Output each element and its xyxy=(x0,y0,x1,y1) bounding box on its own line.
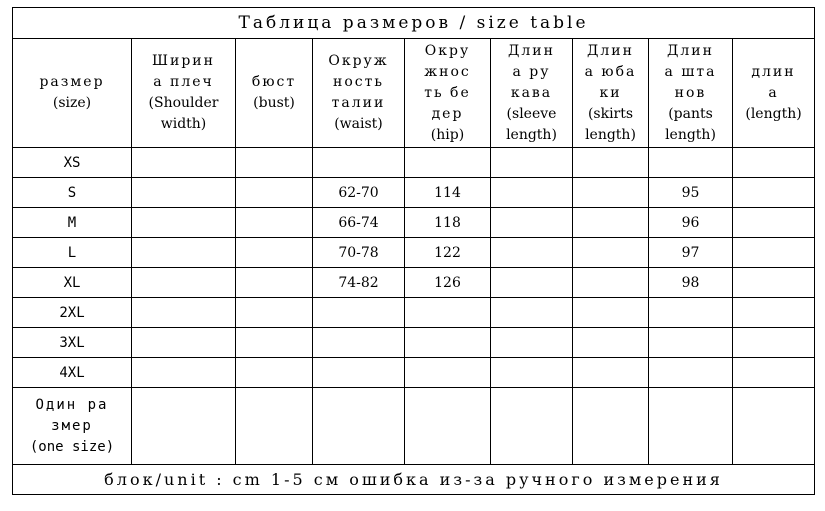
table-title: Таблица размеров / size table xyxy=(13,8,815,39)
header-skirt-length xyxy=(573,39,649,148)
cell-length xyxy=(733,388,815,465)
table-row xyxy=(13,148,815,178)
header-shoulder-width xyxy=(132,39,236,148)
cell-bust xyxy=(236,388,313,465)
cell-length xyxy=(733,178,815,208)
cell-sleeve xyxy=(491,358,573,388)
cell-sleeve xyxy=(491,298,573,328)
cell-waist xyxy=(313,328,405,358)
cell-skirt xyxy=(573,298,649,328)
size-label: 3XL xyxy=(13,328,132,358)
header-label-ru: Ширин а плеч xyxy=(152,53,215,90)
header-hip xyxy=(405,39,491,148)
cell-hip xyxy=(405,328,491,358)
size-label: 2XL xyxy=(13,298,132,328)
cell-bust xyxy=(236,268,313,298)
cell-shoulder xyxy=(132,388,236,465)
footer-row xyxy=(13,465,815,495)
cell-pants xyxy=(649,328,733,358)
cell-length xyxy=(733,328,815,358)
header-waist xyxy=(313,39,405,148)
one-size-label-ru: Один ра змер xyxy=(35,396,109,434)
cell-waist xyxy=(313,358,405,388)
header-size xyxy=(13,39,132,148)
table-row xyxy=(13,298,815,328)
size-label: 4XL xyxy=(13,358,132,388)
one-size-label-en: (one size) xyxy=(29,438,115,455)
header-label-en: (Shoulder width) xyxy=(148,95,219,132)
cell-skirt xyxy=(573,148,649,178)
table-row xyxy=(13,358,815,388)
cell-waist: 62-70 xyxy=(313,178,405,208)
cell-skirt xyxy=(573,358,649,388)
size-label: S xyxy=(13,178,132,208)
cell-shoulder xyxy=(132,238,236,268)
size-label: L xyxy=(13,238,132,268)
cell-hip: 114 xyxy=(405,178,491,208)
cell-pants xyxy=(649,298,733,328)
cell-pants: 96 xyxy=(649,208,733,238)
header-sleeve-length xyxy=(491,39,573,148)
cell-waist: 74-82 xyxy=(313,268,405,298)
table-row-one-size xyxy=(13,388,815,465)
cell-bust xyxy=(236,358,313,388)
cell-sleeve xyxy=(491,388,573,465)
cell-pants: 98 xyxy=(649,268,733,298)
cell-hip xyxy=(405,388,491,465)
cell-sleeve xyxy=(491,268,573,298)
cell-bust xyxy=(236,178,313,208)
header-label-en: (length) xyxy=(745,105,802,122)
cell-sleeve xyxy=(491,208,573,238)
header-label-en: (skirts length) xyxy=(585,105,636,143)
header-label-ru: Длин а шта нов xyxy=(664,42,717,101)
cell-length xyxy=(733,298,815,328)
title-row xyxy=(13,8,815,39)
header-row xyxy=(13,39,815,148)
table-row xyxy=(13,178,815,208)
cell-hip xyxy=(405,298,491,328)
table-footer-note: блок/unit : cm 1-5 см ошибка из-за ручного измерения xyxy=(13,465,815,495)
header-label-en: (hip) xyxy=(430,126,465,143)
header-label-ru: длин а xyxy=(751,63,796,101)
cell-waist xyxy=(313,148,405,178)
cell-sleeve xyxy=(491,178,573,208)
cell-length xyxy=(733,358,815,388)
cell-waist: 66-74 xyxy=(313,208,405,238)
cell-length xyxy=(733,208,815,238)
one-size-label xyxy=(13,388,132,465)
cell-hip: 122 xyxy=(405,238,491,268)
cell-shoulder xyxy=(132,178,236,208)
cell-shoulder xyxy=(132,148,236,178)
cell-bust xyxy=(236,298,313,328)
size-label: XS xyxy=(13,148,132,178)
cell-pants xyxy=(649,388,733,465)
cell-skirt xyxy=(573,268,649,298)
size-table-container xyxy=(12,7,814,495)
cell-length xyxy=(733,268,815,298)
cell-waist: 70-78 xyxy=(313,238,405,268)
cell-hip xyxy=(405,148,491,178)
cell-pants xyxy=(649,358,733,388)
cell-skirt xyxy=(573,238,649,268)
header-label-en: (pants length) xyxy=(665,105,716,143)
header-bust xyxy=(236,39,313,148)
size-label: M xyxy=(13,208,132,238)
cell-pants: 97 xyxy=(649,238,733,268)
table-row xyxy=(13,268,815,298)
cell-skirt xyxy=(573,328,649,358)
cell-shoulder xyxy=(132,298,236,328)
cell-sleeve xyxy=(491,148,573,178)
cell-shoulder xyxy=(132,208,236,238)
header-label-en: (sleeve length) xyxy=(506,105,557,143)
cell-hip: 126 xyxy=(405,268,491,298)
cell-bust xyxy=(236,328,313,358)
header-length xyxy=(733,39,815,148)
cell-bust xyxy=(236,238,313,268)
cell-bust xyxy=(236,148,313,178)
header-label-en: (waist) xyxy=(334,116,383,132)
cell-skirt xyxy=(573,388,649,465)
cell-skirt xyxy=(573,178,649,208)
header-label-ru: Длин а юба ки xyxy=(584,42,637,101)
cell-waist xyxy=(313,388,405,465)
header-pants-length xyxy=(649,39,733,148)
table-row xyxy=(13,238,815,268)
table-row xyxy=(13,328,815,358)
size-table xyxy=(12,7,815,495)
table-row xyxy=(13,208,815,238)
cell-pants: 95 xyxy=(649,178,733,208)
cell-shoulder xyxy=(132,328,236,358)
header-label-ru: Длин а ру кава xyxy=(508,42,555,101)
cell-sleeve xyxy=(491,328,573,358)
cell-sleeve xyxy=(491,238,573,268)
cell-hip xyxy=(405,358,491,388)
header-label-en: (bust) xyxy=(253,95,295,111)
cell-hip: 118 xyxy=(405,208,491,238)
header-label-ru: Окруж ность талии xyxy=(328,53,389,111)
cell-bust xyxy=(236,208,313,238)
cell-length xyxy=(733,148,815,178)
cell-shoulder xyxy=(132,268,236,298)
cell-length xyxy=(733,238,815,268)
header-label-ru: бюст xyxy=(251,74,297,90)
header-label-ru: размер xyxy=(39,74,105,90)
cell-shoulder xyxy=(132,358,236,388)
header-label-ru: Окру жнос ть бе дер xyxy=(424,42,471,122)
cell-waist xyxy=(313,298,405,328)
cell-pants xyxy=(649,148,733,178)
header-label-en: (size) xyxy=(52,95,92,111)
size-label: XL xyxy=(13,268,132,298)
cell-skirt xyxy=(573,208,649,238)
